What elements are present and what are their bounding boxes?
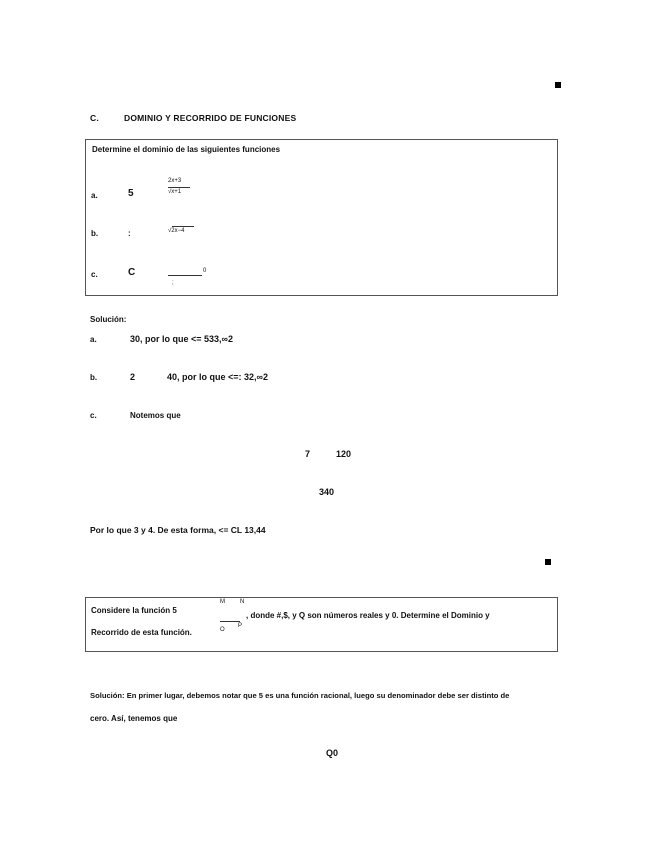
exercise-box [85, 139, 558, 296]
solution-a-text: 30, por lo que <= 533,∞2 [130, 334, 233, 344]
solution-b-text: 40, por lo que <=: 32,∞2 [167, 372, 268, 382]
section-title: DOMINIO Y RECORRIDO DE FUNCIONES [124, 113, 297, 123]
square-bullet-icon [555, 82, 561, 88]
solution-2-line2: cero. Así, tenemos que [90, 714, 178, 723]
item-a-label: a. [91, 191, 98, 200]
solution-heading: Solución: [90, 315, 127, 324]
item-c-label: c. [91, 270, 98, 279]
solution-b-label: b. [90, 373, 98, 382]
equation-1-right: 120 [336, 449, 352, 459]
exercise-2-line2: Recorrido de esta función. [91, 628, 192, 637]
item-b-label: b. [91, 229, 99, 238]
frac-num-left: M [220, 599, 225, 605]
solution-b-col1: 2 [130, 372, 136, 382]
square-bullet-icon [545, 559, 551, 565]
solution-c-label: c. [90, 411, 97, 420]
solution-c-text: Notemos que [130, 411, 181, 420]
exercise-2-line1-prefix: Considere la función 5 [91, 606, 177, 615]
item-b-symbol: : [128, 229, 131, 238]
item-c-superscript: 0 [203, 268, 207, 274]
solution-2-line1: Solución: En primer lugar, debemos notar que 5 es una función racional, luego su denominador debe ser distinto de [90, 691, 510, 700]
solution-conclusion: Por lo que 3 y 4. De esta forma, <= CL 13,44 [90, 525, 266, 535]
item-a-fraction-bar [168, 187, 190, 188]
item-a-numerator: 2x+3 [168, 178, 182, 184]
item-a-symbol: 5 [128, 188, 134, 199]
section-letter: C. [90, 113, 99, 123]
item-b-radical-bar [172, 226, 194, 227]
exercise-2-fraction-bar [220, 621, 240, 622]
equation-2: 340 [319, 487, 335, 497]
solution-2-equation: Q0 [326, 748, 339, 758]
item-c-fraction-bar [168, 275, 202, 276]
item-c-symbol: C [128, 267, 136, 278]
frac-den-left: O [220, 627, 225, 633]
frac-den-right: P [238, 623, 243, 629]
item-b-expression: √2x−4 [168, 228, 185, 234]
frac-num-right: N [240, 599, 245, 605]
exercise-2-line1-suffix: , donde #,$, y Q son números reales y 0. Determine el Dominio y [246, 611, 490, 620]
item-a-denominator: √x+1 [168, 189, 182, 195]
equation-1-left: 7 [305, 449, 311, 459]
exercise-prompt: Determine el dominio de las siguientes funciones [92, 145, 281, 154]
exercise-box-2 [85, 597, 558, 652]
item-c-subscript: ; [172, 280, 174, 286]
solution-a-label: a. [90, 335, 97, 344]
